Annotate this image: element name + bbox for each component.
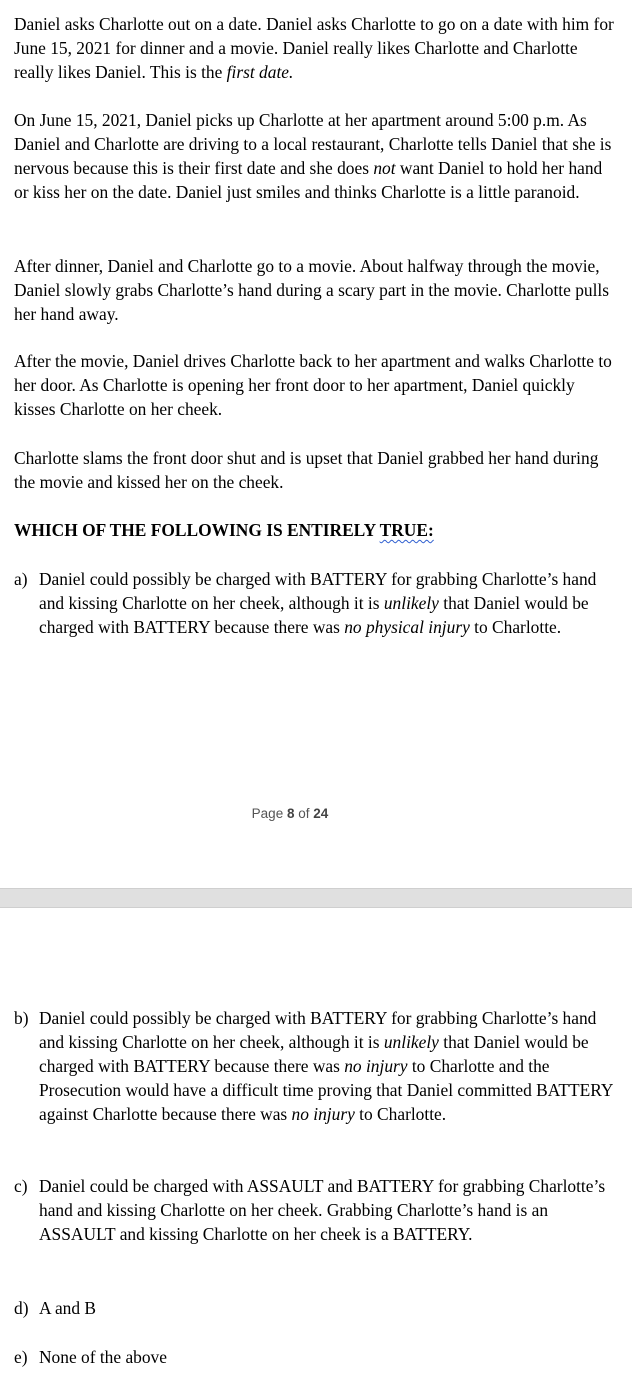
answer-option-b: b) Daniel could possibly be charged with BATTERY for grabbing Charlotte’s hand and kissing Charlotte on her cheek, although it is unlikely that Daniel would be charged with BATTERY because there was no injury to Charlotte and the Prosecution would have a difficult time proving that Daniel committed BATTERY against Charlotte because there was no injury to Charlotte.	[14, 1008, 613, 1124]
spellcheck-underline: TRUE:	[379, 520, 434, 540]
paragraph-pickup: On June 15, 2021, Daniel picks up Charlotte at her apartment around 5:00 p.m. As Daniel and Charlotte are driving to a local restaurant, Charlotte tells Daniel that she is nervous because this is their first date and she does not want Daniel to hold her hand or kiss her on the date. Daniel just smiles and thinks Charlotte is a little paranoid.	[14, 110, 612, 202]
paragraph-date-invitation: Daniel asks Charlotte out on a date. Daniel asks Charlotte to go on a date with him for June 15, 2021 for dinner and a movie. Daniel really likes Charlotte and Charlotte really likes Daniel. This is the first date.	[14, 14, 614, 82]
answer-option-a: a) Daniel could possibly be charged with BATTERY for grabbing Charlotte’s hand and kissing Charlotte on her cheek, although it is unlikely that Daniel would be charged with BATTERY because there was no physical injury to Charlotte.	[14, 569, 597, 637]
document-page-9	[0, 908, 632, 1388]
question-heading: WHICH OF THE FOLLOWING IS ENTIRELY TRUE:	[14, 520, 434, 540]
paragraph-door-slam: Charlotte slams the front door shut and is upset that Daniel grabbed her hand during the movie and kissed her on the cheek.	[14, 448, 599, 492]
page-number-footer: Page 8 of 24	[251, 806, 329, 821]
answer-option-c: c) Daniel could be charged with ASSAULT and BATTERY for grabbing Charlotte’s hand and kissing Charlotte on her cheek. Grabbing Charlotte’s hand is an ASSAULT and kissing Charlotte on her cheek is a BATTERY.	[14, 1176, 606, 1244]
answer-option-d: d) A and B	[14, 1298, 97, 1318]
paragraph-kiss: After the movie, Daniel drives Charlotte back to her apartment and walks Charlotte to her door. As Charlotte is opening her front door to her apartment, Daniel quickly kisses Charlotte on her cheek.	[14, 351, 612, 419]
answer-option-e: e) None of the above	[14, 1347, 167, 1367]
paragraph-movie: After dinner, Daniel and Charlotte go to a movie. About halfway through the movie, Daniel slowly grabs Charlotte’s hand during a scary part in the movie. Charlotte pulls her hand away.	[14, 256, 610, 324]
page-break-divider	[0, 888, 632, 908]
